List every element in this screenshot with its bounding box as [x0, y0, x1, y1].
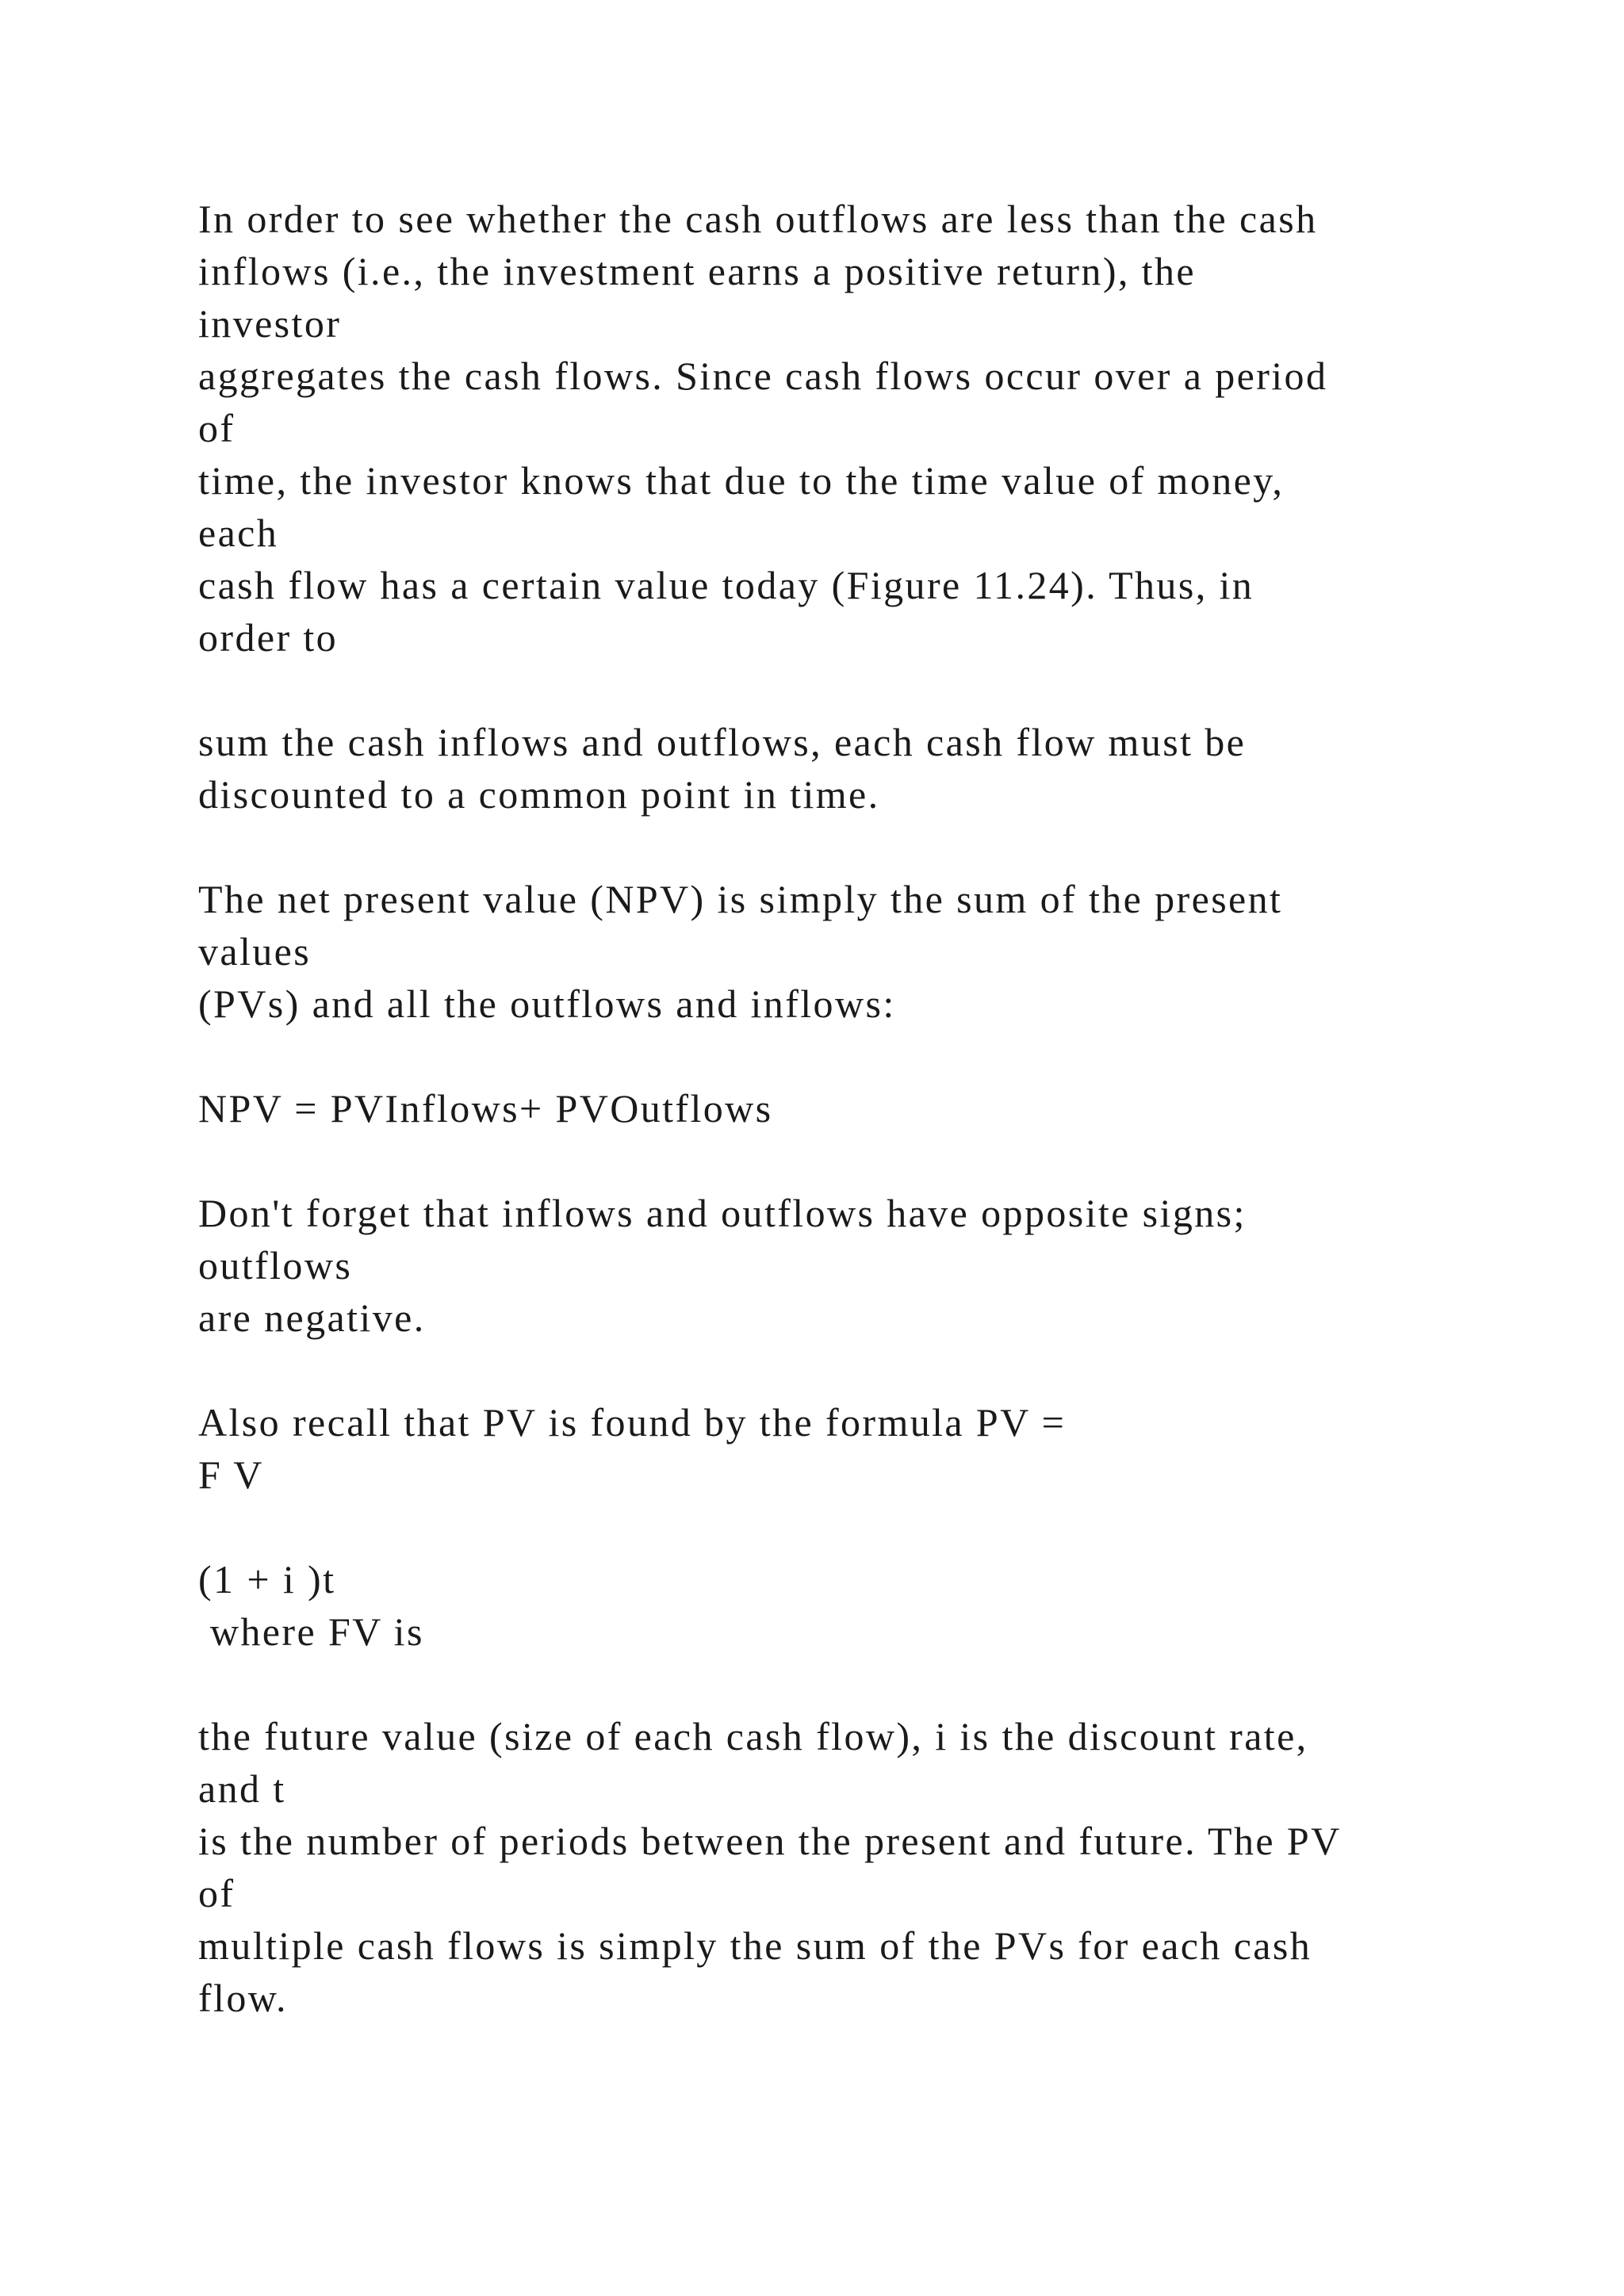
paragraph-gap — [198, 821, 1546, 873]
text-line: Don't forget that inflows and outflows have opposite signs; — [198, 1191, 1247, 1235]
text-line: is the number of periods between the present and future. The PV — [198, 1819, 1342, 1863]
text-line: multiple cash flows is simply the sum of the PVs for each cash — [198, 1923, 1312, 1968]
text-line: flow. — [198, 1976, 288, 2020]
paragraph-gap — [198, 1344, 1546, 1396]
paragraph-gap — [198, 1030, 1546, 1082]
paragraph-gap — [198, 1135, 1546, 1187]
text-line: (PVs) and all the outflows and inflows: — [198, 982, 896, 1026]
paragraph-gap — [198, 1501, 1546, 1553]
text-line: and t — [198, 1766, 286, 1811]
text-line: aggregates the cash flows. Since cash flows occur over a period — [198, 354, 1328, 398]
text-line: sum the cash inflows and outflows, each cash flow must be — [198, 720, 1247, 764]
text-line: In order to see whether the cash outflows are less than the cash — [198, 197, 1318, 241]
text-line: of — [198, 1871, 236, 1915]
text-line: discounted to a common point in time. — [198, 772, 880, 817]
paragraph-gap — [198, 1658, 1546, 1710]
text-line: investor — [198, 301, 342, 346]
pv-formula-numerator: F V — [198, 1452, 264, 1497]
text-line: each — [198, 511, 279, 555]
text-line: Also recall that PV is found by the formula PV = — [198, 1400, 1067, 1445]
text-line: the future value (size of each cash flow), i is the discount rate, — [198, 1714, 1308, 1758]
text-line: outflows — [198, 1243, 353, 1288]
text-line: are negative. — [198, 1295, 426, 1340]
document-body — [198, 193, 1546, 2024]
text-line: where FV is — [198, 1609, 424, 1654]
text-line: inflows (i.e., the investment earns a positive return), the — [198, 249, 1196, 293]
text-line: of — [198, 406, 236, 450]
pv-formula-denominator: (1 + i )t — [198, 1557, 336, 1601]
npv-formula-line: NPV = PVInflows+ PVOutflows — [198, 1086, 773, 1131]
text-line: values — [198, 929, 312, 974]
text-line: order to — [198, 615, 339, 660]
text-line: The net present value (NPV) is simply the sum of the present — [198, 877, 1283, 921]
text-line: cash flow has a certain value today (Figure 11.24). Thus, in — [198, 563, 1254, 607]
paragraph-gap — [198, 664, 1546, 716]
text-line: time, the investor knows that due to the time value of money, — [198, 458, 1285, 503]
